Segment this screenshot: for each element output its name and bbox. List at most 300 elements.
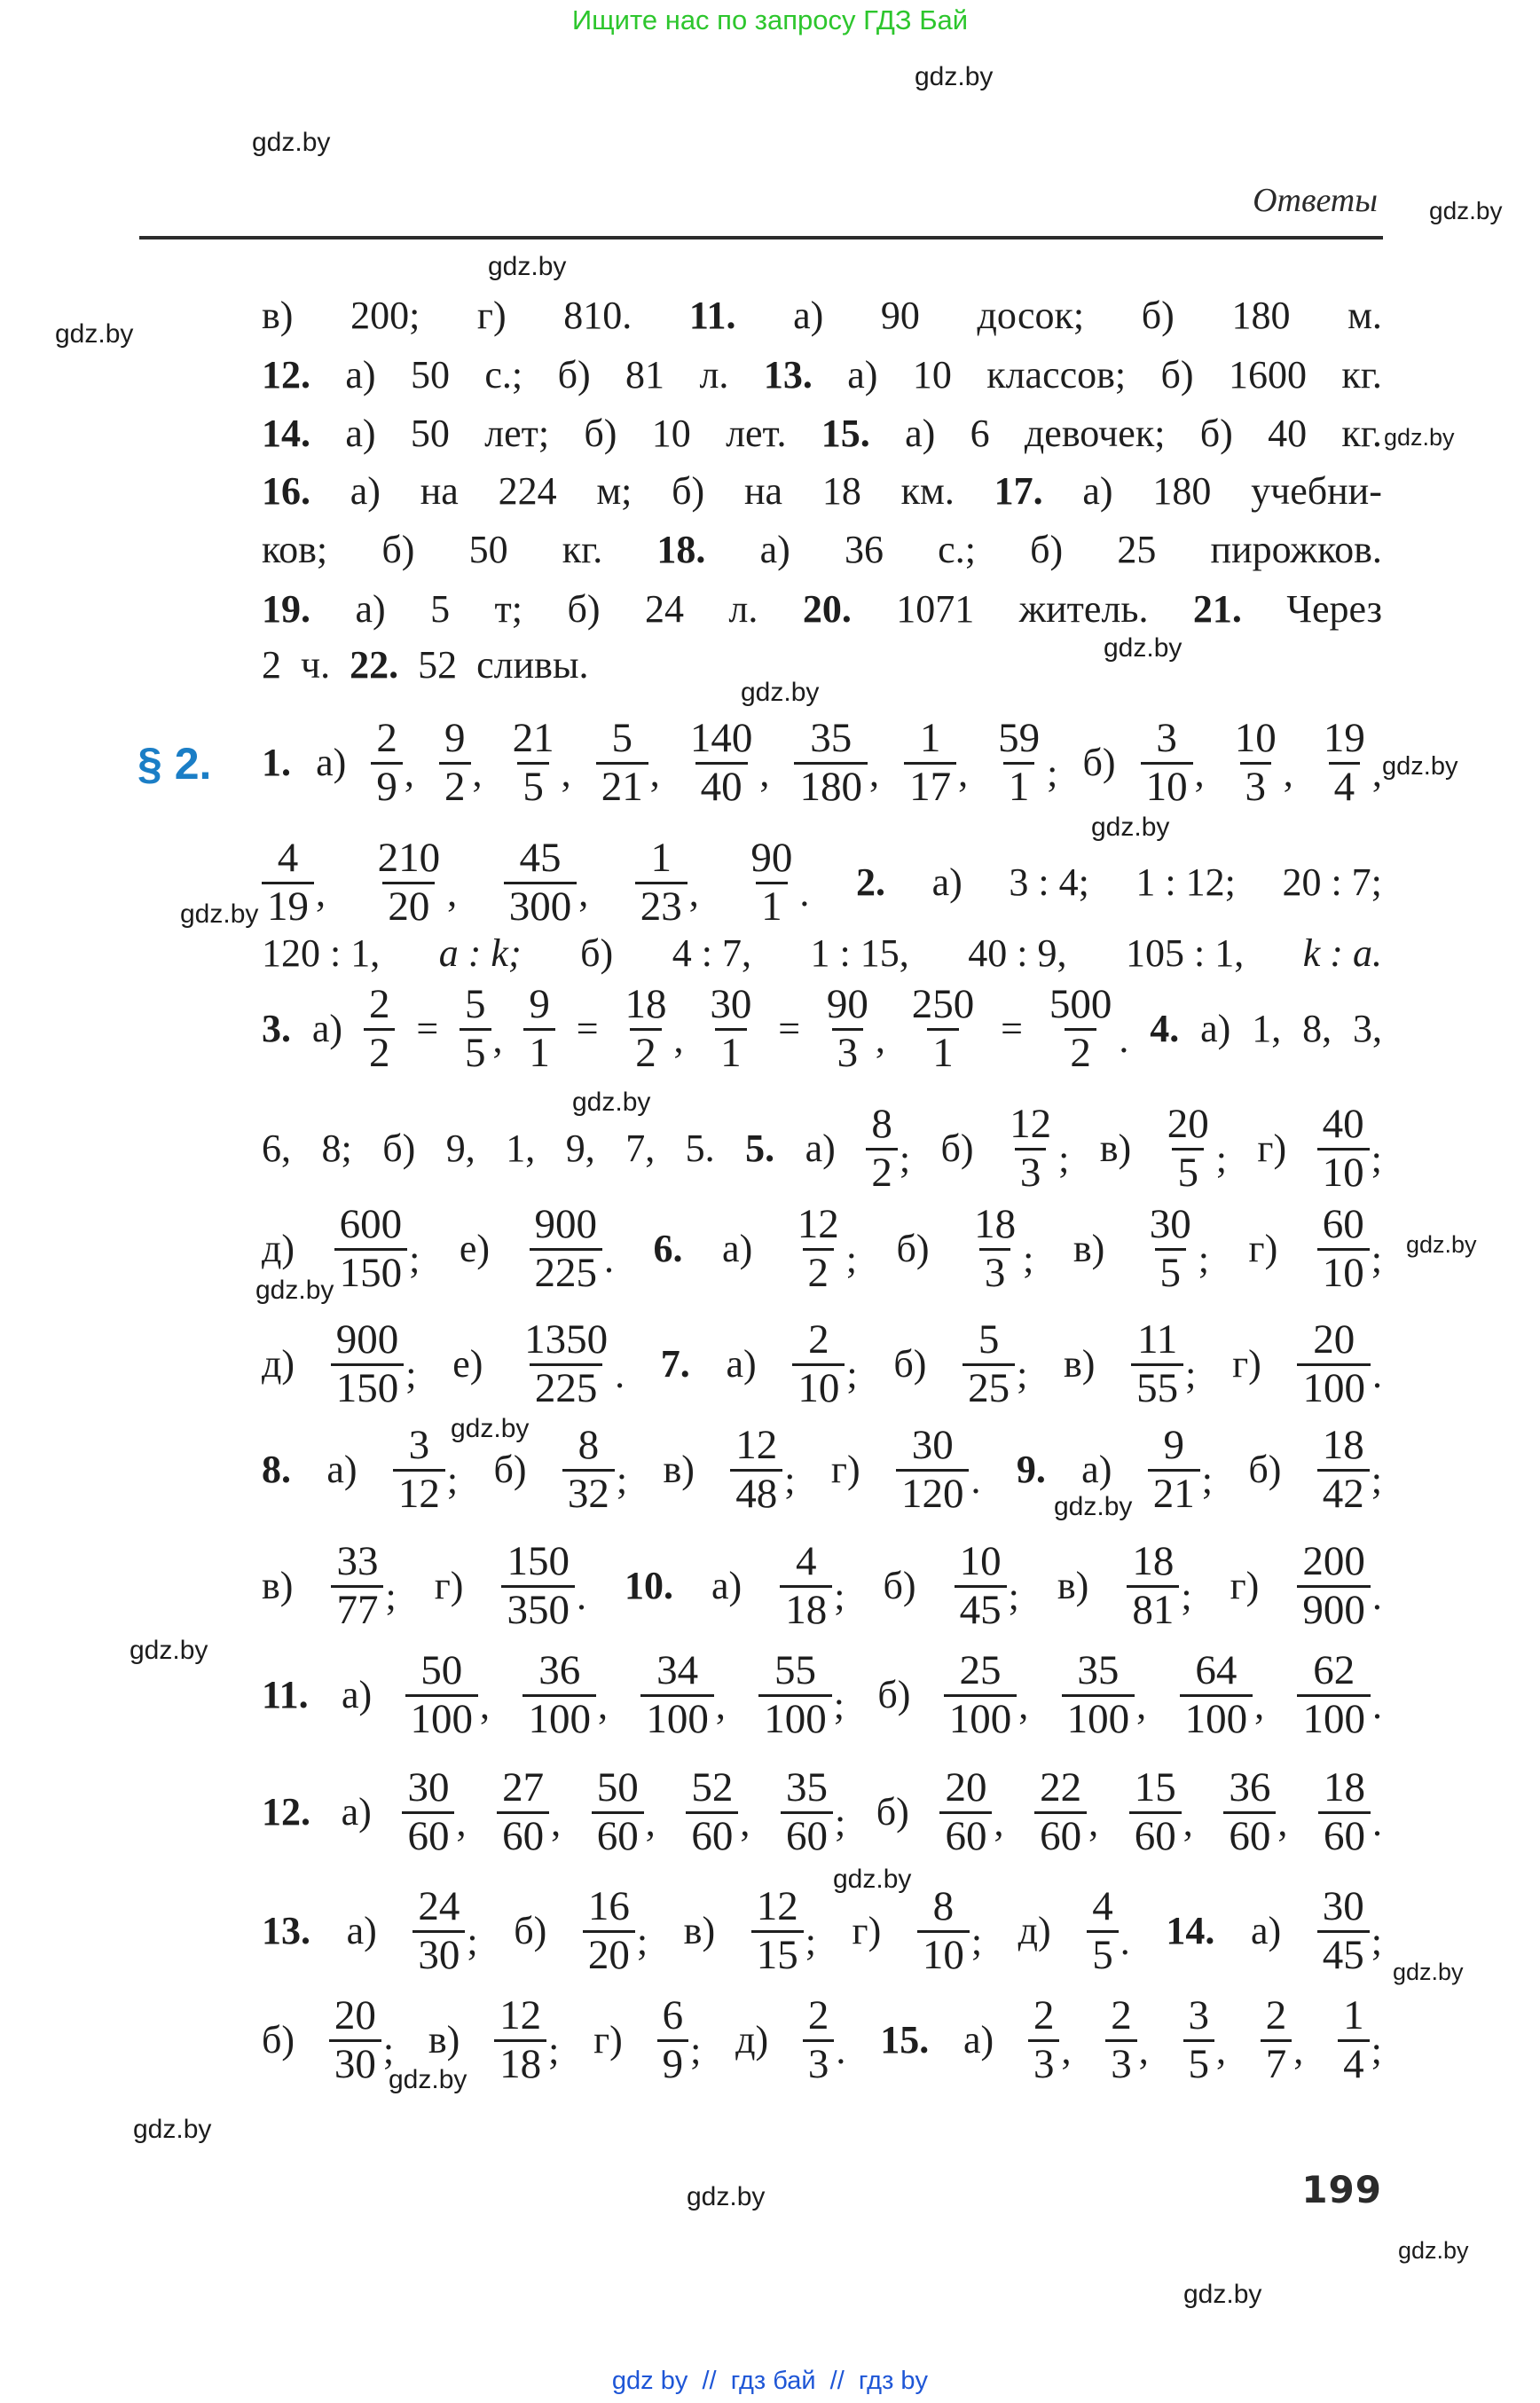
fraction-numerator: 9 [529, 980, 550, 1027]
fraction-numerator: 62 [1313, 1646, 1355, 1693]
fraction-punctuation: ; [385, 1575, 397, 1618]
fraction-denominator: 60 [939, 1811, 992, 1858]
answer-token: 18 [821, 469, 861, 513]
fraction-numerator: 8 [578, 1421, 600, 1468]
fraction-punctuation: . [1119, 1017, 1129, 1061]
answer-token: 2 [262, 643, 281, 687]
watermark: gdz.by [572, 1088, 651, 1117]
answer-token: б) [672, 469, 705, 513]
fraction-numerator: 18 [974, 1200, 1017, 1247]
answer-token: классов; [986, 353, 1127, 397]
answer-token: б) [262, 2018, 295, 2061]
fraction [1297, 1537, 1382, 1633]
fraction-denominator: 300 [504, 882, 578, 929]
fraction-denominator: 10 [1317, 1248, 1370, 1295]
promo-banner[interactable]: Ищите нас по запросу ГДЗ Бай [571, 4, 969, 35]
fraction-denominator: 225 [530, 1248, 603, 1295]
answer-token: 50 [411, 353, 450, 397]
watermark: gdz.by [1183, 2280, 1262, 2309]
fraction [439, 714, 483, 810]
watermark: gdz.by [133, 2115, 212, 2144]
answer-token: кг. [1341, 353, 1382, 397]
answer-token: а) [341, 1790, 372, 1834]
fraction [1318, 714, 1382, 810]
fraction-punctuation: , [472, 751, 483, 795]
fraction [497, 1763, 562, 1859]
fraction [1223, 1763, 1288, 1859]
fraction-punctuation: , [551, 1801, 562, 1844]
fraction-denominator: 10 [1317, 1148, 1370, 1195]
fraction-numerator: 64 [1195, 1646, 1238, 1693]
fraction-punctuation: ; [970, 1920, 983, 1963]
answer-token: м. [1348, 294, 1382, 337]
fraction [331, 1315, 417, 1411]
fraction-numerator: 10 [1234, 714, 1277, 761]
fraction-numerator: 16 [587, 1882, 630, 1929]
answer-line [262, 523, 1382, 577]
fraction [507, 714, 571, 810]
fraction-punctuation: , [649, 751, 660, 795]
answer-token: 17. [994, 469, 1043, 513]
fraction-numerator: 30 [710, 980, 752, 1027]
fraction [896, 1421, 981, 1517]
fraction [1318, 1763, 1382, 1859]
answer-token: б) [1248, 1448, 1282, 1491]
answer-token: 6 [970, 412, 990, 455]
fraction-numerator: 900 [534, 1200, 598, 1247]
answer-token: досок; [977, 294, 1085, 337]
answer-token: = [416, 1007, 439, 1050]
answer-token: 8. [262, 1448, 291, 1491]
fraction-denominator: 60 [402, 1811, 454, 1858]
fraction [1144, 1200, 1209, 1296]
fraction-numerator: 60 [1322, 1200, 1364, 1247]
footer-links[interactable]: gdz by // гдз бай // гдз by [611, 2367, 929, 2395]
fraction-numerator: 8 [932, 1882, 955, 1929]
fraction-numerator: 36 [1229, 1763, 1271, 1810]
fraction-denominator: 60 [1129, 1811, 1182, 1858]
answer-token: а) [711, 1564, 742, 1607]
answer-token: 52 [418, 643, 458, 687]
answer-token: а) [350, 469, 381, 513]
answer-token: в) [262, 1564, 294, 1607]
watermark: gdz.by [1393, 1959, 1464, 1985]
fraction [794, 714, 879, 810]
fraction-punctuation: , [688, 871, 699, 915]
answer-token: д) [262, 1227, 295, 1270]
answer-token: 10. [625, 1564, 673, 1607]
answer-token: а) [1200, 1007, 1231, 1050]
fraction-numerator: 59 [998, 714, 1041, 761]
answer-line [262, 583, 1382, 636]
answer-token: а) [805, 1127, 836, 1170]
fraction [758, 1646, 845, 1742]
fraction-denominator: 18 [494, 2039, 546, 2086]
fraction [792, 1200, 857, 1296]
answer-token: б) [893, 1342, 927, 1386]
fraction-punctuation: , [578, 871, 589, 915]
answer-token: 7. [660, 1342, 690, 1386]
section-row [262, 1200, 1382, 1298]
fraction [1044, 980, 1129, 1076]
fraction-denominator: 100 [1297, 1363, 1371, 1410]
fraction-punctuation: ; [1371, 1137, 1382, 1181]
fraction [373, 834, 458, 930]
fraction-punctuation: ; [1371, 1237, 1382, 1281]
fraction-numerator: 12 [756, 1882, 798, 1929]
answer-token: 7, [625, 1127, 656, 1170]
answer-token: в) [1072, 1227, 1105, 1270]
fraction-punctuation: . [615, 1353, 625, 1396]
answer-token: г) [1230, 1564, 1260, 1607]
fraction-numerator: 50 [420, 1646, 463, 1693]
answer-token: кг. [562, 528, 603, 571]
answer-token: л. [728, 587, 758, 631]
fraction-denominator: 9 [657, 2039, 689, 2086]
fraction-punctuation: ; [409, 1237, 420, 1281]
fraction [866, 1100, 911, 1196]
fraction-punctuation: , [645, 1801, 656, 1844]
fraction-numerator: 210 [377, 834, 441, 881]
fraction-punctuation: , [597, 1684, 608, 1727]
fraction [635, 834, 699, 930]
fraction-denominator: 55 [1131, 1363, 1183, 1410]
watermark: gdz.by [741, 678, 820, 707]
fraction [1127, 1537, 1192, 1633]
answer-token: б) [1160, 353, 1194, 397]
watermark: gdz.by [833, 1865, 912, 1894]
answer-token: 10 [651, 412, 691, 455]
fraction-denominator: 100 [522, 1694, 596, 1741]
fraction-denominator: 2 [1065, 1028, 1096, 1075]
answer-token: а) [326, 1448, 358, 1491]
answer-token: 8, [1302, 1007, 1332, 1050]
answer-token: 1. [262, 741, 291, 784]
answer-token: б) [584, 412, 617, 455]
fraction-denominator: 3 [1015, 1148, 1047, 1195]
fraction-punctuation: . [1371, 1575, 1382, 1618]
fraction-numerator: 9 [444, 714, 466, 761]
fraction-denominator: 21 [596, 762, 648, 809]
fraction [523, 980, 555, 1076]
fraction-punctuation: ; [690, 2029, 702, 2072]
answer-token: 1, [506, 1127, 536, 1170]
fraction-punctuation: , [1061, 2029, 1072, 2072]
answer-token: 11. [262, 1673, 309, 1716]
answer-token: а) [962, 2018, 994, 2061]
answer-token: = [778, 1007, 801, 1050]
fraction-punctuation: . [1120, 1920, 1130, 1963]
section-row [262, 834, 1382, 931]
answer-token: 90 [880, 294, 920, 337]
answer-line [262, 639, 1382, 692]
answer-token: 15. [880, 2018, 930, 2061]
fraction-numerator: 20 [945, 1763, 987, 1810]
answer-token: Через [1286, 587, 1382, 631]
fraction [334, 1200, 420, 1296]
fraction-punctuation: , [673, 1017, 684, 1061]
fraction-numerator: 19 [1323, 714, 1365, 761]
fraction-denominator: 18 [780, 1585, 832, 1632]
fraction-punctuation: ; [1023, 1237, 1034, 1281]
fraction-punctuation: ; [1008, 1575, 1019, 1618]
watermark: gdz.by [915, 62, 994, 91]
fraction-numerator: 20 [1313, 1315, 1355, 1362]
fraction-numerator: 250 [911, 980, 975, 1027]
answer-token: 3 : 4; [1009, 860, 1089, 904]
fraction [1297, 1315, 1382, 1411]
fraction-punctuation: ; [784, 1458, 796, 1502]
section-row [262, 1100, 1382, 1198]
fraction-denominator: 2 [803, 1248, 835, 1295]
fraction-denominator: 45 [955, 1585, 1007, 1632]
answer-token: сливы. [476, 643, 589, 687]
answer-token: 9. [1016, 1448, 1046, 1491]
fraction [530, 1200, 615, 1296]
fraction-punctuation: , [480, 1684, 491, 1727]
fraction-numerator: 30 [1149, 1200, 1191, 1247]
fraction-numerator: 12 [797, 1200, 839, 1247]
fraction [917, 1882, 983, 1978]
fraction-numerator: 2 [368, 980, 390, 1027]
fraction [1297, 1646, 1382, 1742]
fraction-numerator: 1 [919, 714, 941, 761]
fraction-denominator: 5 [1172, 1148, 1204, 1195]
fraction-numerator: 2 [376, 714, 397, 761]
fraction [262, 834, 326, 930]
watermark: gdz.by [389, 2065, 468, 2094]
answer-token: 2. [855, 860, 885, 904]
section-row [262, 1991, 1382, 2089]
fraction-numerator: 18 [1323, 1763, 1365, 1810]
answer-token: 180 [1152, 469, 1212, 513]
answer-token: а) [793, 294, 824, 337]
page-header-title: Ответы [1253, 182, 1378, 219]
fraction-denominator: 21 [1148, 1469, 1200, 1516]
answer-token: 120 : 1, [262, 931, 381, 975]
answer-token: житель. [1018, 587, 1149, 631]
answer-token: 5 [430, 587, 451, 631]
answer-token: а) [1081, 1448, 1112, 1491]
fraction-numerator: 18 [1132, 1537, 1175, 1584]
fraction-numerator: 4 [277, 834, 299, 881]
fraction-numerator: 50 [596, 1763, 639, 1810]
answer-token: 6. [653, 1227, 683, 1270]
fraction [329, 1991, 395, 2087]
fraction-denominator: 60 [592, 1811, 644, 1858]
fraction [371, 714, 414, 810]
fraction-punctuation: , [958, 751, 969, 795]
answer-token: а) [345, 412, 376, 455]
fraction-denominator: 100 [1180, 1694, 1253, 1741]
answer-token: a : k; [438, 931, 522, 975]
fraction-numerator: 10 [959, 1537, 1002, 1584]
fraction-denominator: 900 [1297, 1585, 1371, 1632]
answer-token: 4. [1150, 1007, 1180, 1050]
answer-line [262, 289, 1382, 342]
fraction [821, 980, 885, 1076]
answer-token: а) [316, 741, 347, 784]
fraction-punctuation: , [404, 751, 414, 795]
answer-token: г) [1248, 1227, 1278, 1270]
fraction-numerator: 24 [418, 1882, 460, 1929]
fraction-punctuation: , [492, 1017, 503, 1061]
answer-token: 810. [563, 294, 632, 337]
fraction-punctuation: ; [382, 2029, 395, 2072]
fraction-numerator: 45 [519, 834, 562, 881]
answer-token: 11. [688, 294, 736, 337]
fraction [364, 980, 396, 1076]
fraction-numerator: 20 [334, 1991, 376, 2038]
answer-token: 1071 [896, 587, 975, 631]
answer-token: 105 : 1, [1126, 931, 1245, 975]
answer-token: а) [311, 1007, 343, 1050]
answer-token: в) [1099, 1127, 1132, 1170]
watermark: gdz.by [180, 899, 259, 929]
fraction-punctuation: . [1371, 1801, 1382, 1844]
fraction-punctuation: . [1371, 1684, 1382, 1727]
fraction-punctuation: , [1293, 2029, 1304, 2072]
answer-token: 19. [262, 587, 310, 631]
answer-token: г) [476, 294, 507, 337]
fraction-punctuation: , [1194, 751, 1205, 795]
answer-token: 13. [763, 353, 813, 397]
answer-line [262, 407, 1382, 460]
fraction-punctuation: ; [846, 1353, 858, 1396]
answer-token: 22. [350, 643, 399, 687]
fraction-denominator: 30 [329, 2039, 381, 2086]
fraction-numerator: 3 [1188, 1991, 1209, 2038]
answer-token: б) [514, 1909, 547, 1952]
fraction-punctuation: , [1018, 1684, 1029, 1727]
fraction-punctuation: ; [1371, 1458, 1382, 1502]
fraction-punctuation: ; [1371, 2029, 1382, 2072]
answer-token: а) [759, 528, 790, 571]
fraction-punctuation: ; [1198, 1237, 1209, 1281]
fraction-punctuation: . [604, 1237, 615, 1281]
answer-token: 20. [802, 587, 852, 631]
fraction [522, 1646, 608, 1742]
fraction-denominator: 23 [635, 882, 688, 929]
fraction-numerator: 9 [1163, 1421, 1184, 1468]
fraction-punctuation: , [715, 1684, 726, 1727]
fraction [504, 834, 589, 930]
answer-token: в) [1057, 1564, 1089, 1607]
answer-token: 1, [1252, 1007, 1282, 1050]
fraction-denominator: 4 [1338, 2039, 1370, 2086]
fraction-numerator: 600 [339, 1200, 403, 1247]
section-row [262, 1646, 1382, 1744]
answer-token: г) [1257, 1127, 1287, 1170]
fraction-denominator: 4 [1329, 762, 1361, 809]
fraction-numerator: 1 [650, 834, 672, 881]
fraction [1148, 1421, 1213, 1517]
answer-token: 14. [1166, 1909, 1215, 1952]
answer-token: 200; [350, 294, 420, 337]
fraction [1180, 1646, 1265, 1742]
fraction [1317, 1100, 1382, 1196]
fraction-punctuation: ; [636, 1920, 648, 1963]
answer-token: г) [830, 1448, 860, 1491]
fraction [993, 714, 1058, 810]
fraction-numerator: 35 [810, 714, 852, 761]
answer-token: б) [557, 353, 591, 397]
fraction-numerator: 34 [656, 1646, 699, 1693]
answer-token: 6, [262, 1127, 291, 1170]
fraction-denominator: 10 [917, 1930, 970, 1977]
answer-token: б) [876, 1790, 909, 1834]
fraction [1087, 1882, 1130, 1978]
answer-token: а) [341, 1673, 373, 1716]
fraction [955, 1537, 1019, 1633]
fraction-punctuation: ; [467, 1920, 478, 1963]
fraction-numerator: 18 [1322, 1421, 1364, 1468]
fraction-denominator: 150 [334, 1248, 408, 1295]
fraction-denominator: 2 [866, 1148, 898, 1195]
answer-token: а) [345, 353, 376, 397]
section-row [262, 1537, 1382, 1635]
answer-token: 25 [1117, 528, 1157, 571]
section-row [262, 1315, 1382, 1413]
answer-token: 9, [445, 1127, 475, 1170]
answer-token: 10 [912, 353, 952, 397]
answer-token: = [1001, 1007, 1023, 1050]
answer-token: на [420, 469, 459, 513]
answer-token: 50 [410, 412, 450, 455]
fraction [331, 1537, 397, 1633]
answer-token: б) [877, 1673, 911, 1716]
watermark: gdz.by [1429, 197, 1503, 224]
fraction-punctuation: ; [1047, 751, 1058, 795]
fraction-punctuation: , [1254, 1684, 1265, 1727]
watermark: gdz.by [1091, 813, 1170, 842]
answer-token: 21. [1192, 587, 1242, 631]
answer-token: м; [596, 469, 632, 513]
answer-token: д) [735, 2018, 769, 2061]
fraction [944, 1646, 1029, 1742]
fraction [1162, 1100, 1227, 1196]
answer-token: а) [346, 1909, 377, 1952]
fraction-punctuation: ; [1185, 1353, 1197, 1396]
fraction-punctuation: , [1371, 751, 1382, 795]
fraction-numerator: 36 [538, 1646, 581, 1693]
answer-token: 12. [262, 1790, 310, 1834]
answer-token: б) [883, 1564, 916, 1607]
fraction [393, 1421, 459, 1517]
answer-token: лет. [726, 412, 787, 455]
fraction [1230, 714, 1293, 810]
fraction-denominator: 77 [331, 1585, 383, 1632]
fraction-punctuation: ; [899, 1137, 911, 1181]
watermark: gdz.by [1398, 2237, 1469, 2264]
fraction-punctuation: ; [805, 1920, 816, 1963]
fraction-punctuation: . [1371, 1353, 1382, 1396]
fraction-punctuation: ; [1181, 1575, 1192, 1618]
fraction-numerator: 12 [735, 1421, 778, 1468]
fraction-denominator: 1 [927, 1028, 959, 1075]
answer-token: б) [567, 587, 601, 631]
fraction-numerator: 90 [750, 834, 793, 881]
fraction-punctuation: , [447, 871, 458, 915]
answer-token: 224 [498, 469, 557, 513]
answer-token: пирожков. [1210, 528, 1382, 571]
fraction-denominator: 1 [523, 1028, 555, 1075]
fraction-numerator: 21 [512, 714, 554, 761]
fraction-denominator: 2 [439, 762, 471, 809]
answer-token: а) [905, 412, 936, 455]
fraction-numerator: 5 [611, 714, 632, 761]
fraction-punctuation: . [836, 2029, 846, 2072]
